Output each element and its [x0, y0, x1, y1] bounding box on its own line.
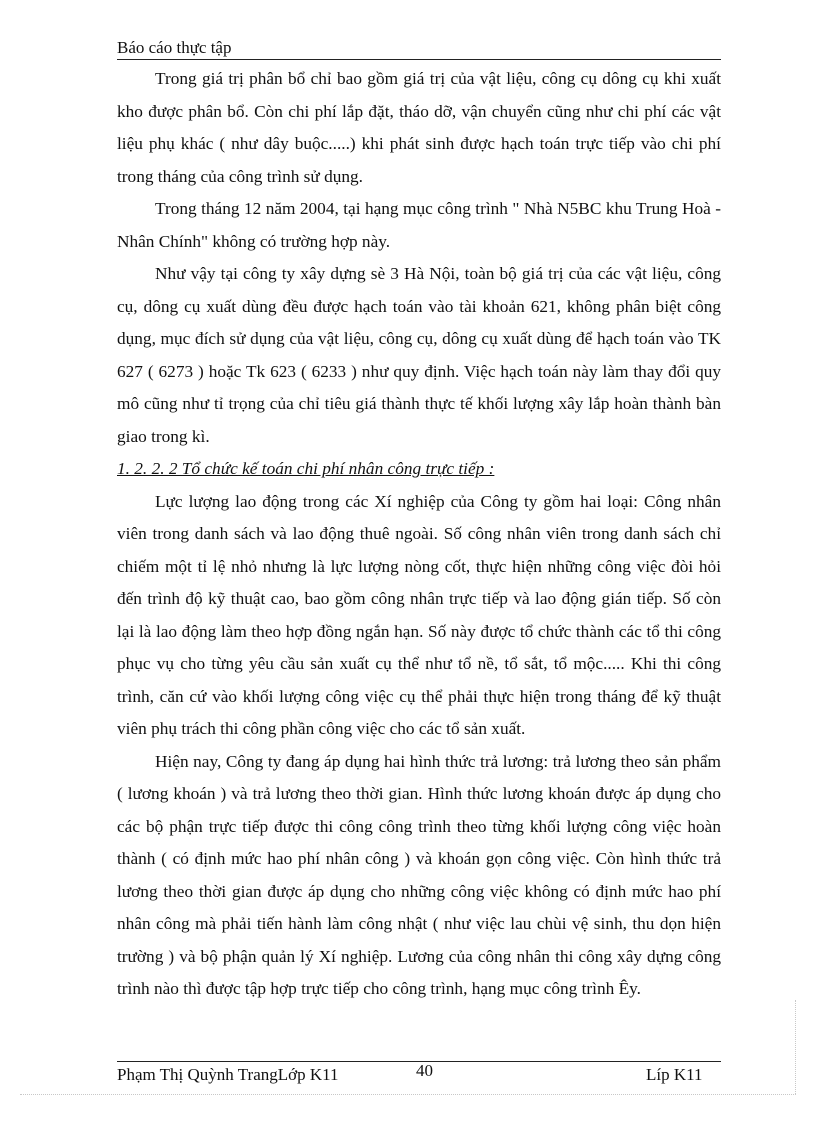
page-number: 40: [416, 1061, 433, 1080]
paragraph-wage-forms: Hiện nay, Công ty đang áp dụng hai hình thức trả lương: trả lương theo sản phẩm ( lương khoán ) và trả lương theo thời gian. Hình thức lương khoán được áp dụng cho các bộ phận trực tiếp được thi công công trình theo từng khối lượng công việc hoàn thành ( có định mức hao phí nhân công ) và khoán gọn công việc. Còn hình thức trả lương theo thời gian được áp dụng cho những công việc không có định mức hao phí nhân công mà phải tiến hành làm công nhật ( như việc lau chùi vệ sinh, thu dọn hiện trường ) và bộ phận quản lý Xí nghiệp. Lương của công nhân thi công xây dựng công trình nào thì được tập hợp trực tiếp cho công trình, hạng mục công trình Êy.: [117, 751, 721, 998]
section-heading: 1. 2. 2. 2 Tổ chức kế toán chi phí nhân công trực tiếp :: [117, 459, 495, 478]
page-header-title: Báo cáo thực tập: [117, 38, 232, 57]
page-side-dotted-line: [795, 1000, 796, 1094]
paragraph-labor-force: Lực lượng lao động trong các Xí nghiệp của Công ty gồm hai loại: Công nhân viên trong danh sách và lao động thuê ngoài. Số công nhân viên trong danh sách chỉ chiếm một tỉ lệ nhỏ nhưng là lực lượng nòng cốt, thực hiện những công việc đòi hỏi đến trình độ kỹ thuật cao, bao gồm công nhân trực tiếp và lao động gián tiếp. Số còn lại là lao động làm theo hợp đồng ngắn hạn. Số này được tổ chức thành các tổ thi công phục vụ cho từng yêu cầu sản xuất cụ thể như tổ nề, tổ sắt, tổ mộc..... Khi thi công trình, căn cứ vào khối lượng công việc cụ thể phải thực hiện trong tháng để kỹ thuật viên phụ trách thi công phần công việc cho các tổ sản xuất.: [117, 491, 721, 738]
paragraph-allocation: Trong giá trị phân bổ chỉ bao gồm giá trị của vật liệu, công cụ dông cụ khi xuất kho được phân bổ. Còn chi phí lắp đặt, tháo dỡ, vận chuyển cũng như chi phí các vật liệu phụ khác ( như dây buộc.....) khi phát sinh được hạch toán trực tiếp vào chi phí trong tháng của công trình sử dụng.: [117, 69, 721, 186]
footer-author: Phạm Thị Quỳnh TrangLớp K11: [117, 1065, 339, 1084]
footer-class: Líp K11: [646, 1065, 703, 1084]
paragraph-december-2004: Trong tháng 12 năm 2004, tại hạng mục công trình " Nhà N5BC khu Trung Hoà - Nhân Chính" không có trường hợp này.: [117, 199, 721, 251]
header-divider: [117, 59, 721, 60]
page-edge-dotted-line: [20, 1094, 796, 1095]
paragraph-account-621: Như vậy tại công ty xây dựng sè 3 Hà Nội, toàn bộ giá trị của các vật liệu, công cụ, dông cụ xuất dùng đều được hạch toán vào tài khoản 621, không phân biệt công dụng, mục đích sử dụng của vật liệu, công cụ, dông cụ xuất dùng để hạch toán vào TK 627 ( 6273 ) hoặc Tk 623 ( 6233 ) như quy định. Việc hạch toán này làm thay đổi quy mô cũng như tỉ trọng của chỉ tiêu giá thành thực tế khối lượng xây lắp hoàn thành bàn giao trong kì.: [117, 264, 721, 446]
document-body: [117, 63, 721, 1006]
